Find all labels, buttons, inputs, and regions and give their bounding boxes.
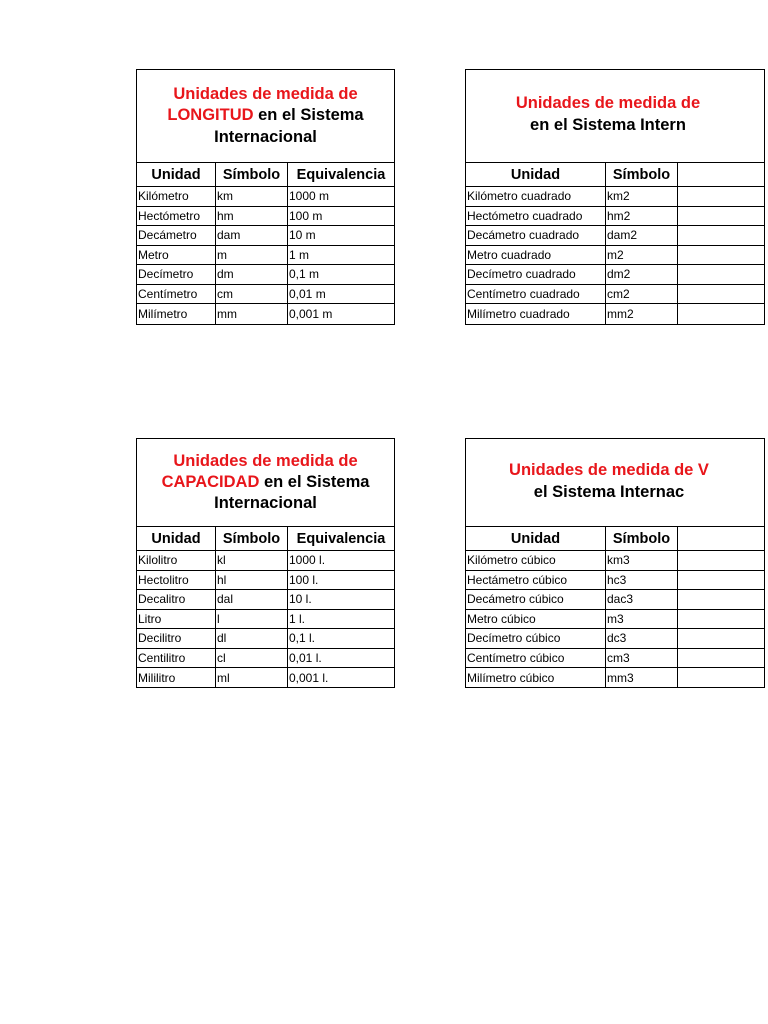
header-simbolo: Símbolo — [216, 163, 288, 186]
cell-unidad: Centímetro — [137, 285, 216, 304]
cell-equivalencia: 1 m — [289, 247, 310, 262]
cell-unidad: Decilitro — [137, 629, 216, 648]
superficie-table-title — [466, 70, 764, 163]
longitud-table-title — [137, 70, 394, 163]
table-row — [466, 187, 764, 207]
cell-equivalencia: 1000 l. — [289, 553, 326, 568]
table-row — [466, 226, 764, 246]
volumen-table — [465, 438, 765, 688]
superficie-table — [465, 69, 765, 325]
header-simbolo: Símbolo — [216, 527, 288, 550]
capacidad-title-highlight: Unidades de medida de CAPACIDAD — [161, 451, 358, 491]
capacidad-title-rest: en el Sistema Internacional — [214, 472, 370, 513]
cell-equivalencia: 0,001 m — [289, 306, 333, 321]
cell-equivalencia: 100 m — [289, 208, 323, 223]
header-equivalencia — [678, 163, 764, 186]
cell-unidad: Kilómetro — [137, 187, 216, 206]
cell-simbolo: cm2 — [606, 285, 678, 304]
cell-unidad: Mililitro — [137, 668, 216, 688]
cell-unidad: Hectómetro cuadrado — [466, 207, 606, 226]
header-unidad: Unidad — [137, 163, 216, 186]
cell-unidad: Metro cuadrado — [466, 246, 606, 265]
cell-equivalencia — [678, 629, 764, 648]
table-row — [466, 304, 764, 324]
volumen-title-highlight: Unidades de medida de V — [509, 461, 709, 479]
cell-simbolo: l — [216, 610, 288, 629]
cell-simbolo: dac3 — [606, 590, 678, 609]
table-row — [466, 285, 764, 305]
longitud-title-rest: en el Sistema Internacional — [214, 106, 364, 146]
header-unidad: Unidad — [466, 163, 606, 186]
longitud-header-row — [137, 163, 394, 187]
cell-equivalencia — [678, 571, 764, 590]
table-row — [466, 590, 764, 610]
longitud-body — [137, 187, 394, 324]
cell-simbolo: dam — [216, 226, 288, 245]
table-row — [466, 571, 764, 591]
cell-unidad: Milímetro cuadrado — [466, 304, 606, 324]
cell-simbolo: cl — [216, 649, 288, 668]
cell-simbolo: dl — [216, 629, 288, 648]
capacidad-table — [136, 438, 395, 688]
cell-unidad: Hectómetro — [137, 207, 216, 226]
table-row — [137, 285, 394, 305]
cell-unidad: Decímetro cúbico — [466, 629, 606, 648]
cell-equivalencia: 100 l. — [289, 572, 319, 587]
longitud-title-highlight: Unidades de medida de LONGITUD — [167, 85, 358, 125]
cell-simbolo: hm — [216, 207, 288, 226]
table-row — [137, 304, 394, 324]
cell-unidad: Decámetro cuadrado — [466, 226, 606, 245]
longitud-table — [136, 69, 395, 325]
cell-equivalencia: 10 m — [289, 228, 316, 243]
cell-unidad: Milímetro cúbico — [466, 668, 606, 688]
header-unidad: Unidad — [137, 527, 216, 550]
cell-equivalencia — [678, 649, 764, 668]
table-row — [137, 187, 394, 207]
cell-simbolo: ml — [216, 668, 288, 688]
table-row — [137, 265, 394, 285]
cell-simbolo: m3 — [606, 610, 678, 629]
cell-equivalencia: 0,001 l. — [289, 670, 329, 685]
cell-unidad: Decámetro — [137, 226, 216, 245]
cell-equivalencia — [678, 551, 764, 570]
cell-simbolo: cm — [216, 285, 288, 304]
table-row — [466, 265, 764, 285]
header-simbolo: Símbolo — [606, 527, 678, 550]
cell-unidad: Milímetro — [137, 304, 216, 324]
volumen-body — [466, 551, 764, 688]
table-row — [137, 668, 394, 688]
cell-unidad: Kilómetro cúbico — [466, 551, 606, 570]
header-equivalencia: Equivalencia — [296, 530, 386, 547]
cell-equivalencia: 10 l. — [289, 592, 312, 607]
volumen-header-row — [466, 527, 764, 551]
cell-equivalencia — [678, 590, 764, 609]
capacidad-header-row — [137, 527, 394, 551]
cell-equivalencia — [678, 304, 764, 324]
header-equivalencia — [678, 527, 764, 550]
table-row — [466, 610, 764, 630]
table-row — [466, 649, 764, 669]
cell-equivalencia: 1 l. — [289, 611, 306, 626]
cell-equivalencia: 1000 m — [289, 189, 330, 204]
table-row — [137, 590, 394, 610]
volumen-table-title — [466, 439, 764, 527]
cell-simbolo: mm — [216, 304, 288, 324]
cell-unidad: Centímetro cuadrado — [466, 285, 606, 304]
volumen-title-rest: el Sistema Internac — [533, 483, 685, 502]
cell-unidad: Centilitro — [137, 649, 216, 668]
cell-simbolo: dc3 — [606, 629, 678, 648]
cell-simbolo: km — [216, 187, 288, 206]
superficie-body — [466, 187, 764, 324]
cell-simbolo: m2 — [606, 246, 678, 265]
superficie-header-row — [466, 163, 764, 187]
cell-simbolo: dal — [216, 590, 288, 609]
superficie-table-wrapper — [465, 69, 701, 325]
table-row — [137, 649, 394, 669]
table-row — [466, 668, 764, 688]
cell-unidad: Decímetro cuadrado — [466, 265, 606, 284]
table-row — [137, 629, 394, 649]
cell-unidad: Centímetro cúbico — [466, 649, 606, 668]
cell-equivalencia — [678, 610, 764, 629]
table-row — [137, 226, 394, 246]
cell-simbolo: mm2 — [606, 304, 678, 324]
table-row — [466, 246, 764, 266]
cell-equivalencia — [678, 187, 764, 206]
cell-simbolo: km2 — [606, 187, 678, 206]
header-equivalencia: Equivalencia — [296, 166, 386, 183]
superficie-title-rest: en el Sistema Intern — [530, 116, 686, 135]
cell-equivalencia — [678, 226, 764, 245]
cell-equivalencia: 0,01 m — [289, 286, 326, 301]
cell-unidad: Metro cúbico — [466, 610, 606, 629]
cell-unidad: Kilómetro cuadrado — [466, 187, 606, 206]
table-row — [137, 571, 394, 591]
cell-simbolo: hc3 — [606, 571, 678, 590]
cell-simbolo: m — [216, 246, 288, 265]
capacidad-table-title — [137, 439, 394, 527]
cell-simbolo: cm3 — [606, 649, 678, 668]
cell-unidad: Kilolitro — [137, 551, 216, 570]
cell-equivalencia — [678, 207, 764, 226]
table-row — [466, 629, 764, 649]
cell-simbolo: hm2 — [606, 207, 678, 226]
cell-unidad: Decímetro — [137, 265, 216, 284]
cell-simbolo: mm3 — [606, 668, 678, 688]
cell-equivalencia: 0,1 l. — [289, 631, 316, 646]
cell-equivalencia — [678, 246, 764, 265]
cell-simbolo: km3 — [606, 551, 678, 570]
table-row — [137, 246, 394, 266]
cell-simbolo: dm — [216, 265, 288, 284]
cell-equivalencia: 0,01 l. — [289, 650, 322, 665]
volumen-table-wrapper — [465, 438, 709, 688]
header-unidad: Unidad — [466, 527, 606, 550]
capacidad-body — [137, 551, 394, 688]
cell-simbolo: hl — [216, 571, 288, 590]
cell-unidad: Hectolitro — [137, 571, 216, 590]
table-row — [466, 207, 764, 227]
table-row — [466, 551, 764, 571]
cell-unidad: Metro — [137, 246, 216, 265]
cell-unidad: Decámetro cúbico — [466, 590, 606, 609]
cell-simbolo: dm2 — [606, 265, 678, 284]
table-row — [137, 551, 394, 571]
cell-equivalencia — [678, 285, 764, 304]
longitud-table-wrapper — [136, 69, 396, 325]
cell-unidad: Litro — [137, 610, 216, 629]
cell-unidad: Hectámetro cúbico — [466, 571, 606, 590]
cell-simbolo: dam2 — [606, 226, 678, 245]
cell-unidad: Decalitro — [137, 590, 216, 609]
cell-equivalencia — [678, 668, 764, 688]
superficie-title-highlight: Unidades de medida de — [515, 94, 701, 112]
table-row — [137, 207, 394, 227]
cell-equivalencia — [678, 265, 764, 284]
capacidad-table-wrapper — [136, 438, 396, 688]
table-row — [137, 610, 394, 630]
cell-simbolo: kl — [216, 551, 288, 570]
cell-equivalencia: 0,1 m — [289, 267, 320, 282]
header-simbolo: Símbolo — [606, 163, 678, 186]
